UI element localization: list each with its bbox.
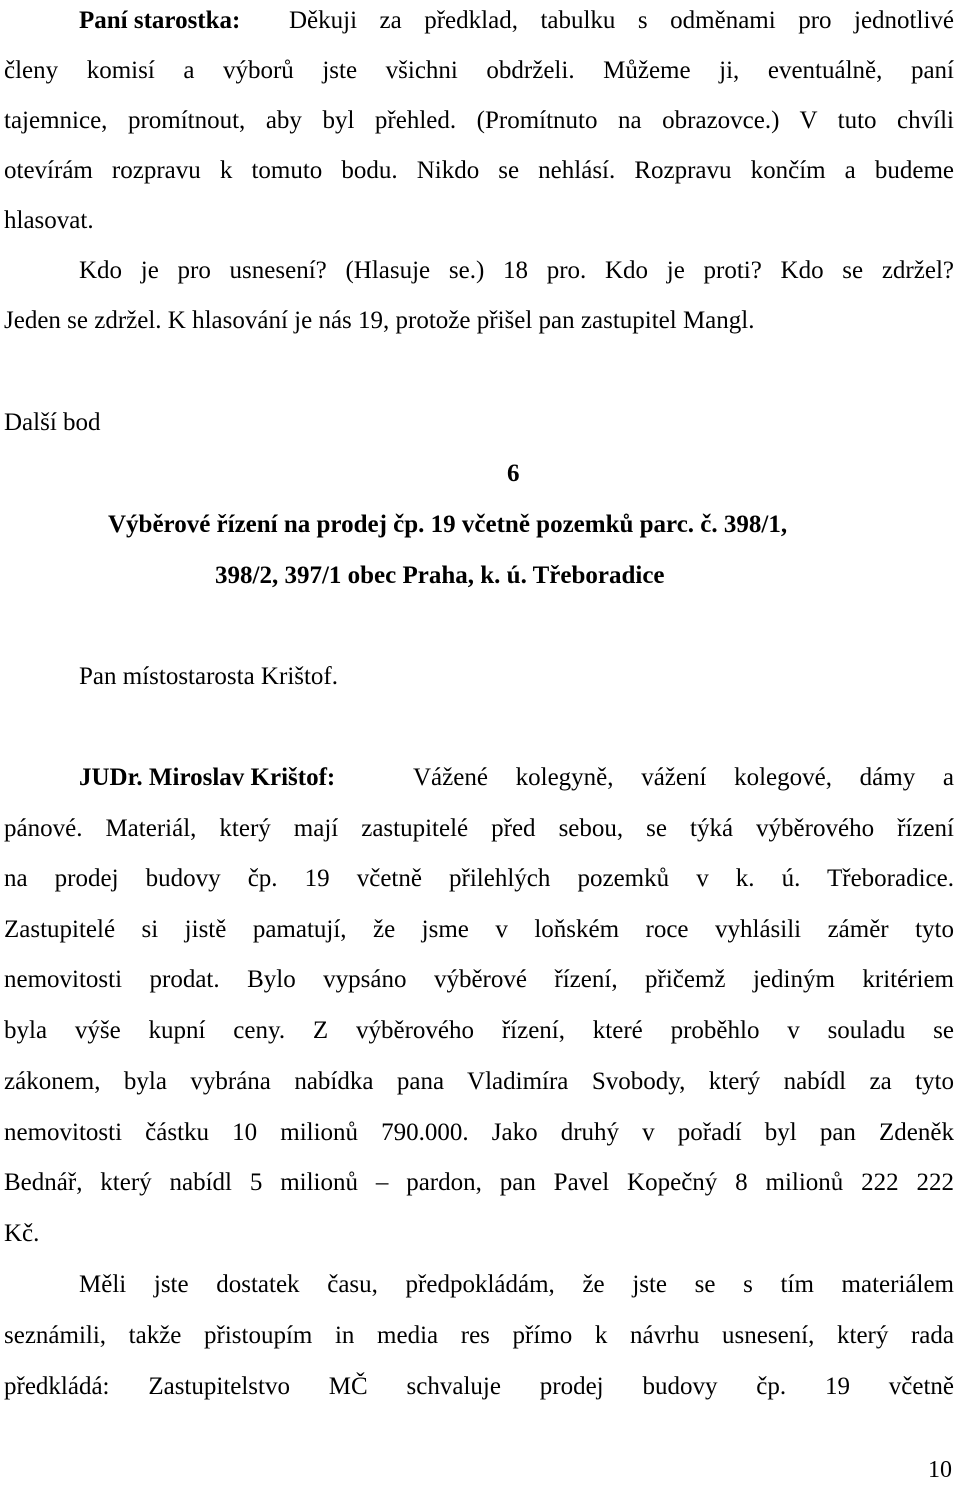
paragraph-line: Kdo je pro usnesení? (Hlasuje se.) 18 pro. Kdo je proti? Kdo se zdržel?: [79, 257, 954, 284]
paragraph-line: byla výše kupní ceny. Z výběrového řízení, které proběhlo v souladu se: [4, 1017, 954, 1044]
paragraph-line: seznámili, takže přistoupím in media res přímo k návrhu usnesení, který rada: [4, 1322, 954, 1349]
presenter-line: Pan místostarosta Krištof.: [79, 663, 339, 690]
speaker-name: Paní starostka:: [79, 7, 241, 34]
paragraph-line: předkládá: Zastupitelstvo MČ schvaluje prodej budovy čp. 19 včetně: [4, 1373, 954, 1400]
paragraph-line: Kč.: [4, 1220, 40, 1247]
item-number: 6: [507, 460, 520, 487]
paragraph-line: pánové. Materiál, který mají zastupitelé před sebou, se týká výběrového řízení: [4, 815, 954, 842]
paragraph-line: otevírám rozpravu k tomuto bodu. Nikdo se nehlásí. Rozpravu končím a budeme: [4, 157, 954, 184]
paragraph-line: nemovitosti prodat. Bylo vypsáno výběrové řízení, přičemž jediným kritériem: [4, 966, 954, 993]
item-title: 398/2, 397/1 obec Praha, k. ú. Třeboradice: [215, 562, 665, 589]
paragraph-line: na prodej budovy čp. 19 včetně přilehlých pozemků v k. ú. Třeboradice.: [4, 865, 954, 892]
speaker-name: JUDr. Miroslav Krištof:: [79, 764, 336, 791]
paragraph-line: Jeden se zdržel. K hlasování je nás 19, protože přišel pan zastupitel Mangl.: [4, 307, 755, 334]
paragraph-line: hlasovat.: [4, 207, 94, 234]
paragraph-line: Vážené kolegyně, vážení kolegové, dámy a: [413, 764, 954, 791]
paragraph-line: Měli jste dostatek času, předpokládám, že jste se s tím materiálem: [79, 1271, 954, 1298]
paragraph-line: členy komisí a výborů jste všichni obdrželi. Můžeme ji, eventuálně, paní: [4, 57, 954, 84]
paragraph-line: tajemnice, promítnout, aby byl přehled. (Promítnuto na obrazovce.) V tuto chvíli: [4, 107, 954, 134]
paragraph-line: Děkuji za předklad, tabulku s odměnami pro jednotlivé: [289, 7, 954, 34]
page-number: 10: [928, 1457, 952, 1483]
paragraph-line: nemovitosti částku 10 milionů 790.000. Jako druhý v pořadí byl pan Zdeněk: [4, 1119, 954, 1146]
paragraph-line: zákonem, byla vybrána nabídka pana Vladimíra Svobody, který nabídl za tyto: [4, 1068, 954, 1095]
item-title: Výběrové řízení na prodej čp. 19 včetně pozemků parc. č. 398/1,: [108, 511, 788, 538]
next-point-label: Další bod: [4, 409, 101, 436]
paragraph-line: Zastupitelé si jistě pamatují, že jsme v loňském roce vyhlásili záměr tyto: [4, 916, 954, 943]
paragraph-line: Bednář, který nabídl 5 milionů – pardon, pan Pavel Kopečný 8 milionů 222 222: [4, 1169, 954, 1196]
